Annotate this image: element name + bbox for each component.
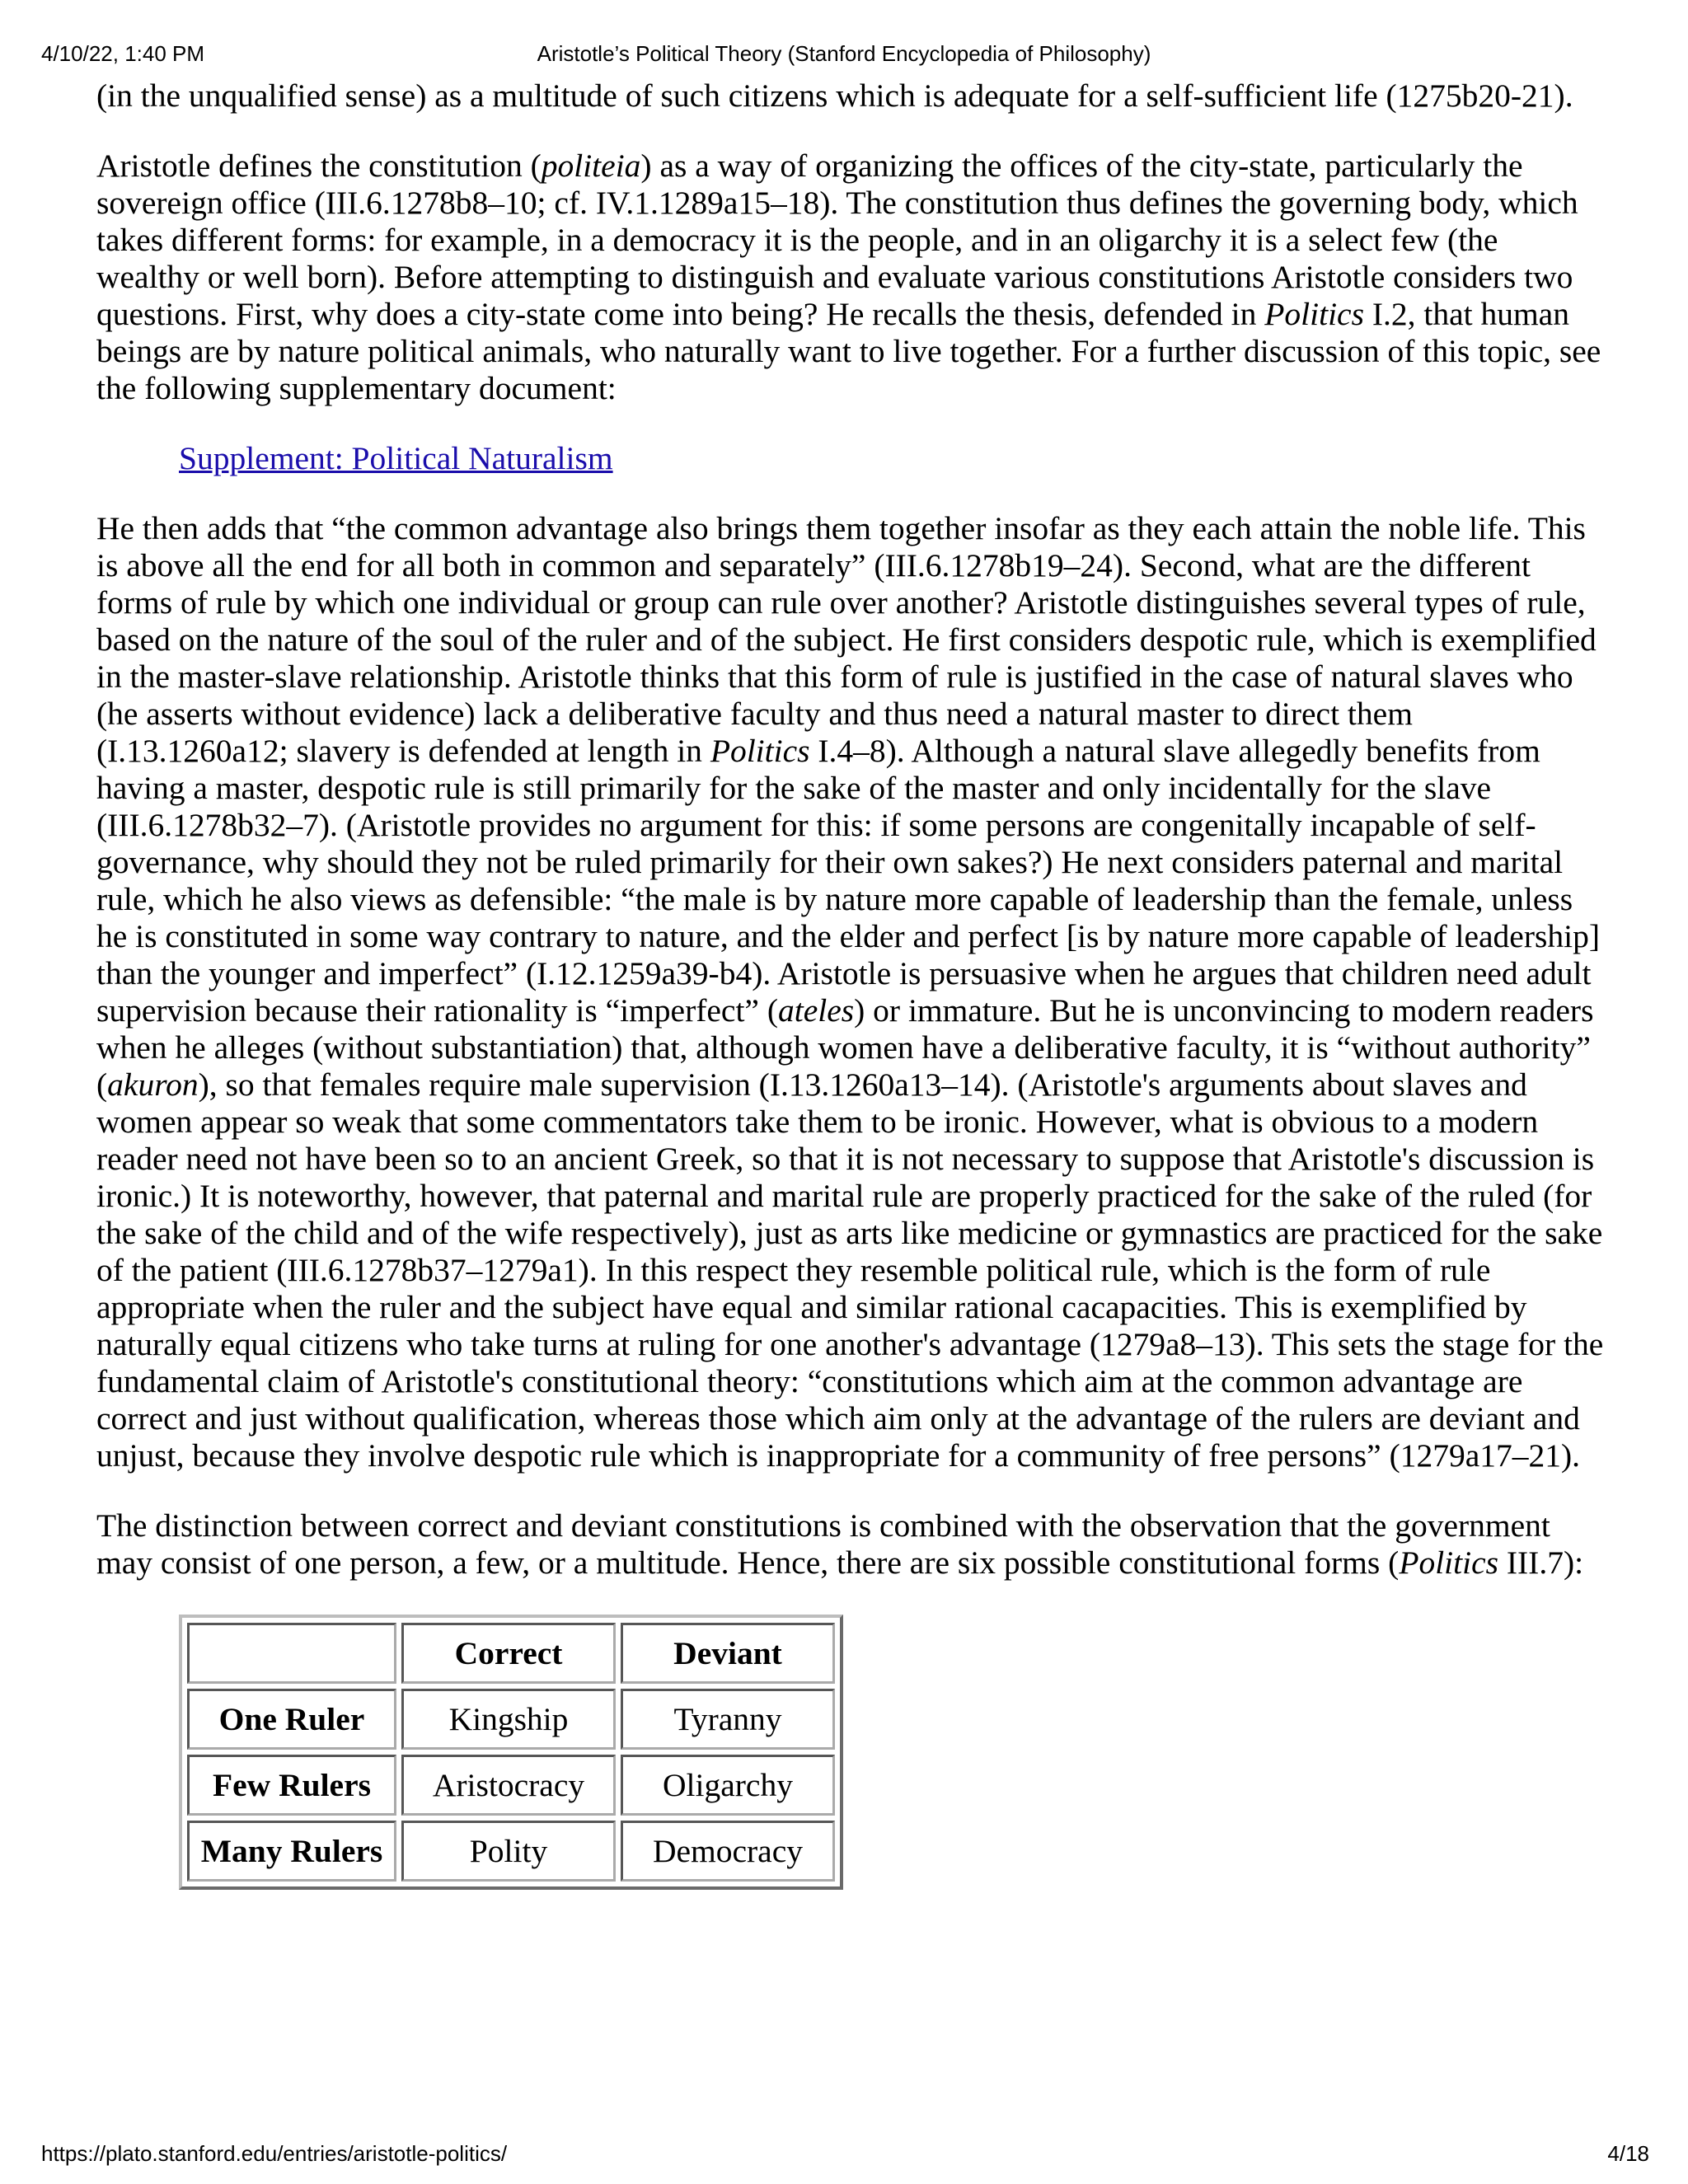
- text-run: III.7):: [1498, 1544, 1584, 1581]
- italic-term: akuron: [107, 1066, 199, 1103]
- paragraph-citizenship-end: (in the unqualified sense) as a multitude of such citizens which is adequate for a self-sufficient life (1275b20-21).: [96, 77, 1573, 114]
- table-row-label: One Ruler: [187, 1689, 396, 1750]
- italic-title: Politics: [1399, 1544, 1498, 1581]
- table-header-correct: Correct: [401, 1623, 616, 1684]
- italic-term: ateles: [778, 992, 855, 1029]
- text-run: ), so that females require male supervision (I.13.1260a13–14). (Aristotle's arguments about slaves and women appear so weak that some commentators take them to be ironic. However, what is obvious to a modern reader need not have been so to an ancient Greek, so that it is not necessary to suppose that Aristotle's discussion is ironic.) It is noteworthy, however, that paternal and marital rule are properly practiced for the sake of the ruled (for the sake of the child and of the wife respectively), just as arts like medicine or gymnastics are practiced for the sake of the patient (III.6.1278b37–1279a1). In this respect they resemble political rule, which is the form of rule appropriate when the ruler and the subject have equal and similar rational cacapacities. This is exemplified by naturally equal citizens who take turns at ruling for one another's advantage (1279a8–13). This sets the stage for the fundamental claim of Aristotle's constitutional theory: “constitutions which aim at the common advantage are correct and just without qualification, whereas those which aim only at the advantage of the rulers are deviant and unjust, because they involve despotic rule which is inappropriate for a community of free persons” (1279a17–21).: [96, 1066, 1604, 1474]
- text-run: Aristotle defines the constitution (: [96, 148, 542, 184]
- article-body: [96, 77, 1605, 1890]
- table-row: [187, 1689, 835, 1750]
- text-run: The distinction between correct and deviant constitutions is combined with the observation that the government may consist of one person, a few, or a multitude. Hence, there are six possible constitutional forms (: [96, 1507, 1550, 1581]
- table-cell-deviant: Tyranny: [621, 1689, 835, 1750]
- paragraph-six-forms: [96, 1507, 1605, 1582]
- supplement-link[interactable]: Supplement: Political Naturalism: [179, 440, 613, 476]
- print-datetime: 4/10/22, 1:40 PM: [41, 41, 205, 66]
- table-row-label: Many Rulers: [187, 1821, 396, 1882]
- table-cell-deviant: Democracy: [621, 1821, 835, 1882]
- print-page-title: Aristotle’s Political Theory (Stanford Encyclopedia of Philosophy): [537, 41, 1151, 66]
- table-cell-correct: Polity: [401, 1821, 616, 1882]
- table-cell-correct: Aristocracy: [401, 1755, 616, 1816]
- table-header-row: [187, 1623, 835, 1684]
- supplement-link-block: [179, 440, 1605, 477]
- page-number: 4/18: [1607, 2141, 1649, 2166]
- text-run: I.4–8). Although a natural slave allegedly benefits from having a master, despotic rule is still primarily for the sake of the master and only incidentally for the slave (III.6.1278b32–7). (Aristotle provides no argument for this: if some persons are congenitally incapable of self-governance, why should they not be ruled primarily for their own sakes?) He next considers paternal and marital rule, which he also views as defensible: “the male is by nature more capable of leadership than the female, unless he is constituted in some way contrary to nature, and the elder and perfect [is by nature more capable of leadership] than the younger and imperfect” (I.12.1259a39-b4). Aristotle is persuasive when he argues that children need adult supervision because their rationality is “imperfect” (: [96, 733, 1600, 1029]
- text-run: ) or immature. But he is unconvincing to modern readers when he alleges (without substantiation) that, although women have a deliberative faculty, it is “without authority” (: [96, 992, 1594, 1103]
- table-cell-correct: Kingship: [401, 1689, 616, 1750]
- print-url: https://plato.stanford.edu/entries/aristotle-politics/: [41, 2141, 508, 2166]
- italic-term: politeia: [541, 148, 641, 184]
- italic-title: Politics: [1264, 296, 1364, 332]
- text-run: ) as a way of organizing the offices of the city-state, particularly the sovereign office (III.6.1278b8–10; cf. IV.1.1289a15–18). The constitution thus defines the governing body, which takes different forms: for example, in a democracy it is the people, and in an oligarchy it is a select few (the wealthy or well born). Before attempting to distinguish and evaluate various constitutions Aristotle considers two questions. First, why does a city-state come into being? He recalls the thesis, defended in: [96, 148, 1578, 332]
- table-row: [187, 1821, 835, 1882]
- paragraph-constitution: [96, 148, 1605, 407]
- table-corner-cell: [187, 1623, 396, 1684]
- text-run: He then adds that “the common advantage also brings them together insofar as they each attain the noble life. This is above all the end for all both in common and separately” (III.6.1278b19–24). Second, what are the different forms of rule by which one individual or group can rule over another? Aristotle distinguishes several types of rule, based on the nature of the soul of the ruler and of the subject. He first considers despotic rule, which is exemplified in the master-slave relationship. Aristotle thinks that this form of rule is justified in the case of natural slaves who (he asserts without evidence) lack a deliberative faculty and thus need a natural master to direct them (I.13.1260a12; slavery is defended at length in: [96, 510, 1597, 769]
- table-row: [187, 1755, 835, 1816]
- table-cell-deviant: Oligarchy: [621, 1755, 835, 1816]
- italic-title: Politics: [710, 733, 810, 769]
- paragraph-forms-of-rule: [96, 510, 1605, 1474]
- table-header-deviant: Deviant: [621, 1623, 835, 1684]
- text-run: I.2, that human beings are by nature political animals, who naturally want to live together. For a further discussion of this topic, see the following supplementary document:: [96, 296, 1601, 406]
- table-row-label: Few Rulers: [187, 1755, 396, 1816]
- constitutional-forms-table: [179, 1615, 843, 1890]
